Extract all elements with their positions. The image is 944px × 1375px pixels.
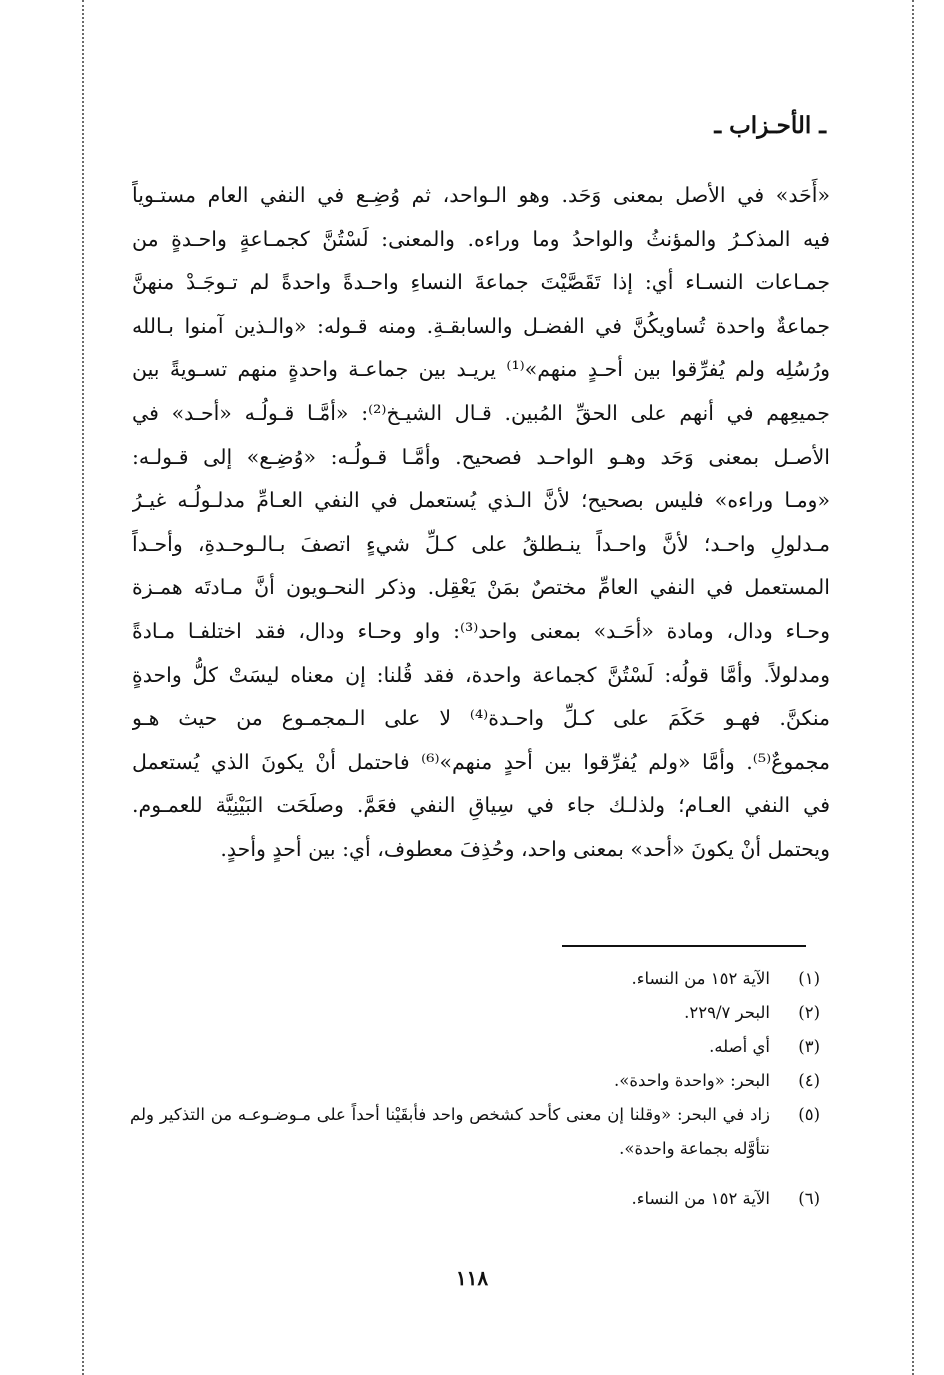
footnote-separator (562, 945, 806, 947)
footnote-number: (٢) (798, 1003, 820, 1022)
footnote (130, 1064, 820, 1098)
footnote-number: (٦) (798, 1189, 820, 1208)
text-line: فيه المذكـرُ والمؤنثُ والواحدُ وما وراءه. والمعنى: لَسْتُنَّ كجمـاعةٍ واحـدةٍ من (132, 226, 830, 251)
text-line: وحـاء ودال، ومادة «أحَـد» بمعنى واحد⁽³⁾: واو وحـاء ودال، فقد اختلفـا مـادةً (132, 618, 830, 643)
text-line: المستعمل في النفي العامِّ مختصٌ بمَنْ يَعْقِل. وذكر النحـويون أنَّ مـادتَه همـزة (132, 575, 830, 600)
footnote-text: البحر ٢٢٩/٧. (684, 1003, 770, 1022)
text-line: «ومـا وراءه» فليس بصحيح؛ لأنَّ الـذي يُستعمل في النفي العـامِّ مدلـولُـه غيـرُ (132, 488, 830, 513)
text-line: جميعِهم في أنهم على الحقِّ المُبين. قـال الشيـخ⁽²⁾: «أمَّـا قـولُـه «أحـد» في (132, 400, 830, 425)
text-line: ورُسُلِه ولم يُفرِّقوا بين أحـدٍ منهم»⁽¹⁾ يريـد بين جماعـة واحدةٍ منهم تسـويةً بين (132, 357, 830, 382)
footnote (130, 1182, 820, 1216)
text-line: جماعةٌ واحدة تُساويكُنَّ في الفضـل والسابقـةِ. ومنه قـوله: «والـذين آمنوا بـالله (132, 313, 830, 338)
footnotes (130, 962, 820, 1216)
footnote-text: البحر: «واحدة واحدة». (614, 1071, 770, 1090)
right-margin-dotted-line (912, 0, 914, 1375)
footnote (130, 996, 820, 1030)
main-text (132, 174, 830, 872)
footnote (130, 1030, 820, 1064)
footnote (130, 1098, 820, 1166)
text-line: «أَحَد» في الأصل بمعنى وَحَد. وهو الـواحد، ثم وُضِـع في النفي العام مستـوياً (132, 183, 830, 207)
text-line: مـدلولِ واحـد؛ لأنَّ واحـداً ينـطلقُ على كـلِّ شيءٍ اتصفَ بـالـوحـدةِ، وأحـداً (132, 531, 830, 556)
page-number: ١١٨ (455, 1266, 489, 1290)
text-line: ومدلولاً. وأمَّا قولُه: لَسْتُنَّ كجماعة واحدة، فقد قُلنا: إن معناه ليسَتْ كلُّ واحدةٍ (132, 662, 830, 687)
text-line: مجموعٌ⁽⁵⁾. وأمَّا «ولم يُفرِّقوا بين أحدٍ منهم»⁽⁶⁾ فاحتمل أنْ يكونَ الذي يُستعمل (132, 749, 830, 774)
footnote-text: الآية ١٥٢ من النساء. (631, 1189, 770, 1208)
footnote (130, 962, 820, 996)
footnote-text: الآية ١٥٢ من النساء. (631, 969, 770, 988)
text-line: الأصـل بمعنى وَحَد وهـو الواحـد فصحيح. وأمَّـا قـولُـه: «وُضِـع» إلى قـولـه: (132, 444, 830, 469)
footnote-text: زاد في البحر: «وقلنا إن معنى كأحد كشخص واحد فأبقَيْنا أحداً على مـوضـوعـه من التذكير ولم نتأوَّله بجماعة واحدة». (130, 1105, 770, 1158)
footnote-number: (٣) (798, 1037, 820, 1056)
footnote-number: (٤) (798, 1071, 820, 1090)
footnote-text: أي أصله. (709, 1037, 770, 1056)
text-line: ويحتمل أنْ يكونَ «أحد» بمعنى واحد، وحُذِفَ معطوف، أي: بين أحدٍ وأحدٍ. (220, 836, 830, 861)
text-line: في النفي العـام؛ ولذلـك جاء في سِياقِ النفي فعَمَّ. وصلَحَت البَيْنِيَّة للعمـوم. (132, 793, 830, 818)
text-line: منكنَّ. فهـو حَكَمَ على كـلِّ واحـدة⁽⁴⁾ لا على الـمجمـوع من حيث هـو (132, 706, 830, 731)
footnote-number: (١) (798, 969, 820, 988)
text-line: جمـاعات النسـاء أي: إذا تَقَصَّيْتَ جماعةَ النساءِ واحـدةً واحدةً لم تـوجَـدْ منهنَّ (132, 270, 830, 295)
footnote-number: (٥) (798, 1105, 820, 1124)
running-head: ـ الأحـزاب ـ (714, 112, 826, 139)
left-margin-dotted-line (82, 0, 84, 1375)
